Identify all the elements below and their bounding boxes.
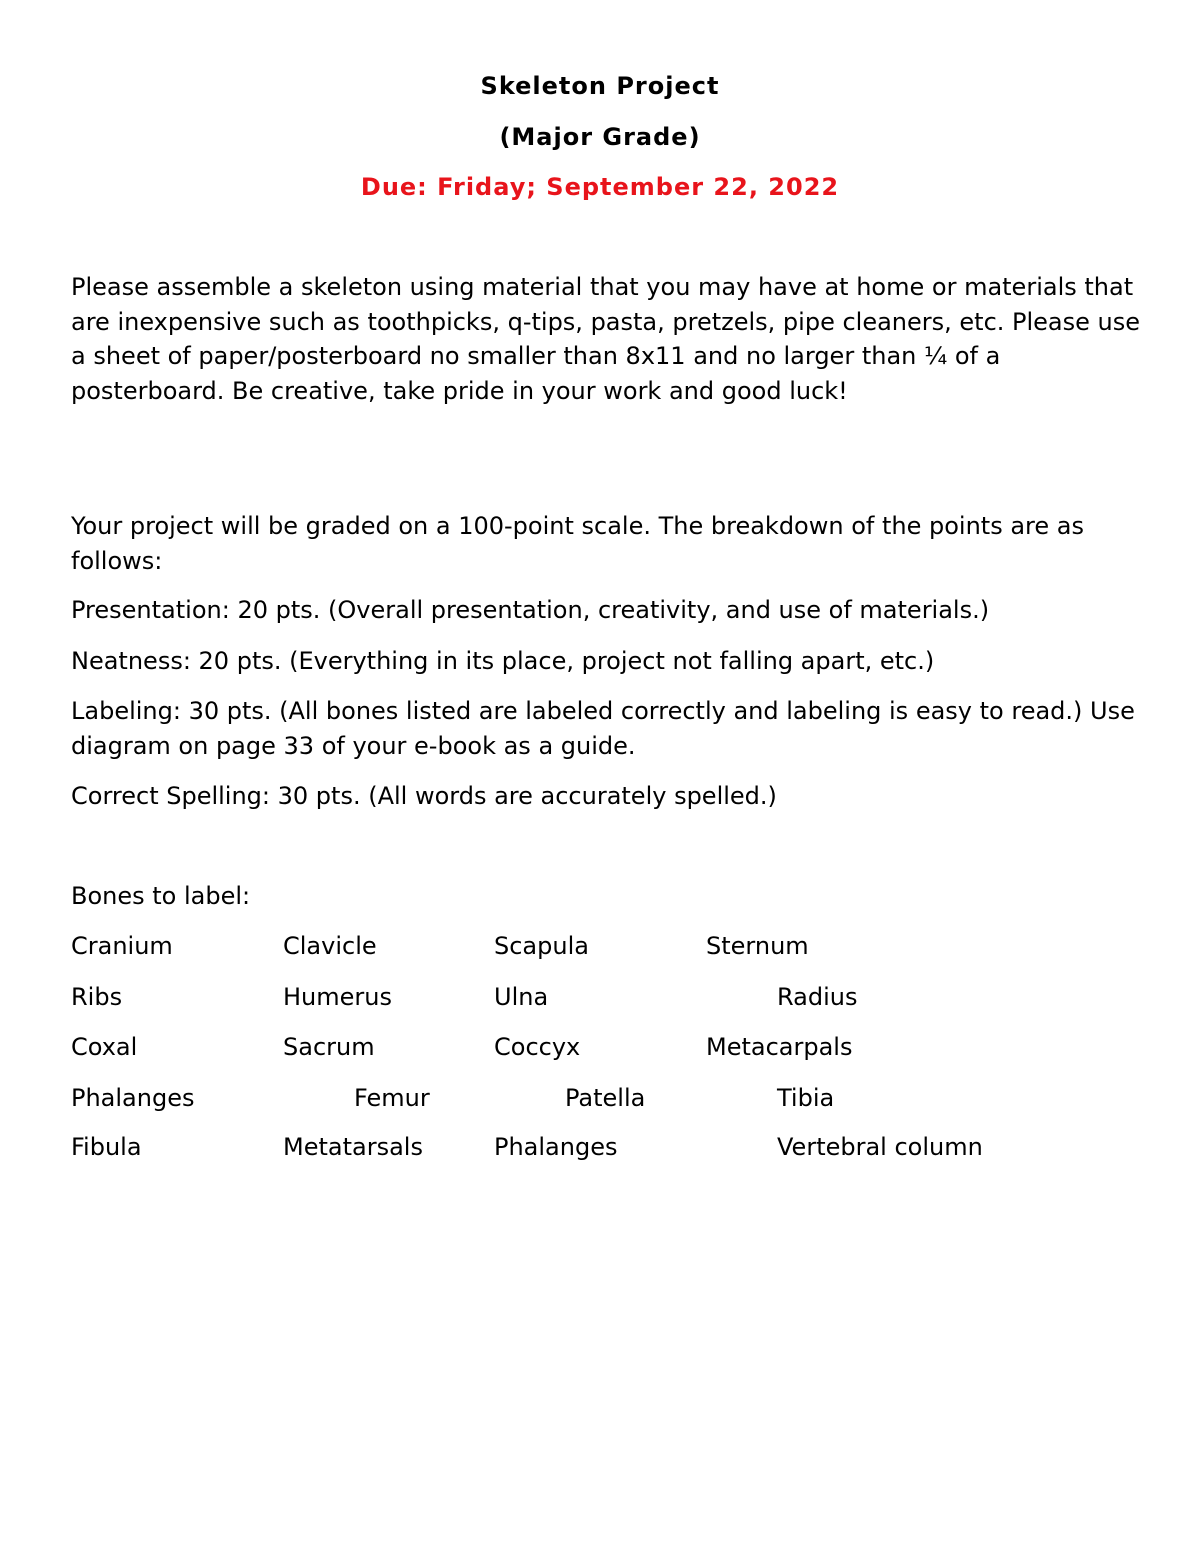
bone-row — [0, 980, 1200, 1015]
bone-row — [0, 929, 1200, 964]
due-date: Due: Friday; September 22, 2022 — [360, 173, 840, 201]
bone-label: Radius — [777, 983, 858, 1011]
bone-label: Femur — [354, 1084, 430, 1112]
bone-label: Scapula — [494, 932, 589, 960]
bone-label: Vertebral column — [777, 1133, 983, 1161]
bone-label: Sternum — [706, 932, 809, 960]
grading-labeling: Labeling: 30 pts. (All bones listed are labeled correctly and labeling is easy to read.) Use diagram on page 33 of your e-book as a guide. — [71, 697, 1135, 760]
document-subtitle: (Major Grade) — [499, 123, 701, 151]
bone-row — [0, 1030, 1200, 1065]
document-title: Skeleton Project — [480, 72, 720, 100]
bone-label: Fibula — [71, 1133, 142, 1161]
bone-label: Clavicle — [283, 932, 377, 960]
bone-label: Phalanges — [494, 1133, 618, 1161]
bone-row — [0, 1081, 1200, 1116]
grading-spelling: Correct Spelling: 30 pts. (All words are accurately spelled.) — [71, 782, 777, 810]
bone-label: Humerus — [283, 983, 392, 1011]
bone-label: Tibia — [777, 1084, 835, 1112]
bone-label: Phalanges — [71, 1084, 195, 1112]
bone-row — [0, 1130, 1200, 1165]
bone-label: Patella — [565, 1084, 646, 1112]
bone-label: Cranium — [71, 932, 173, 960]
bones-heading: Bones to label: — [71, 882, 251, 910]
grading-intro: Your project will be graded on a 100-point scale. The breakdown of the points are as follows: — [71, 512, 1084, 575]
bone-label: Metatarsals — [283, 1133, 423, 1161]
bone-label: Ulna — [494, 983, 549, 1011]
bone-label: Coccyx — [494, 1033, 581, 1061]
bone-label: Sacrum — [283, 1033, 375, 1061]
bone-label: Ribs — [71, 983, 123, 1011]
bone-label: Coxal — [71, 1033, 138, 1061]
grading-presentation: Presentation: 20 pts. (Overall presentation, creativity, and use of materials.) — [71, 596, 990, 624]
grading-neatness: Neatness: 20 pts. (Everything in its place, project not falling apart, etc.) — [71, 647, 935, 675]
instructions-paragraph: Please assemble a skeleton using material that you may have at home or materials that are inexpensive such as toothpicks, q-tips, pasta, pretzels, pipe cleaners, etc. Please use a sheet of paper/posterboard no smaller than 8x11 and no larger than ¼ of a posterboard. Be creative, take pride in your work and good luck! — [71, 273, 1141, 405]
bone-label: Metacarpals — [706, 1033, 853, 1061]
